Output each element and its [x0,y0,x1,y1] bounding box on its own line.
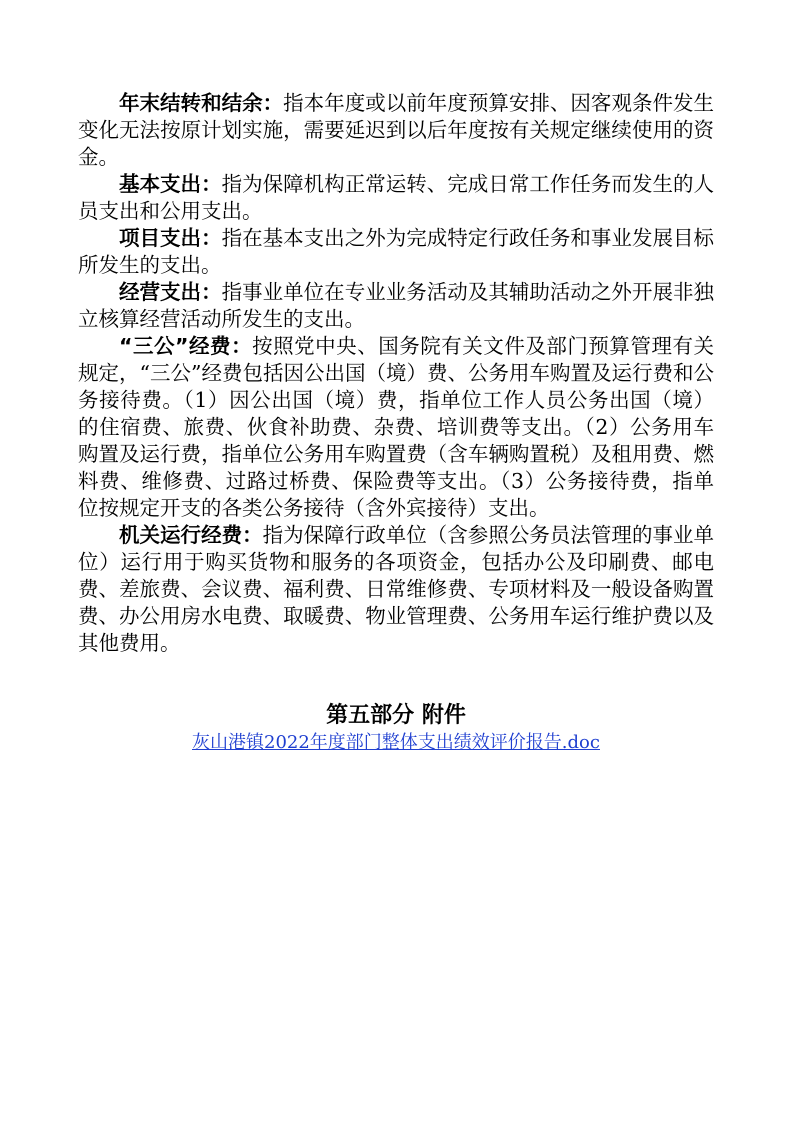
definition-three-public-funds [78,333,714,522]
attachment-link[interactable]: 灰山港镇2022年度部门整体支出绩效评价报告.doc [192,732,600,753]
definition-basic-expenditure [78,171,714,225]
definition-text: 按照党中央、国务院有关文件及部门预算管理有关规定，“三公”经费包括因公出国（境）费、公务用车购置及运行费和公务接待费。（1）因公出国（境）费，指单位工作人员公务出国（境）的住宿费、旅费、伙食补助费、杂费、培训费等支出。（2）公务用车购置及运行费，指单位公务用车购置费（含车辆购置税）及租用费、燃料费、维修费、过路过桥费、保险费等支出。（3）公务接待费，指单位按规定开支的各类公务接待（含外宾接待）支出。 [78,334,715,520]
term-three-public-funds: “三公”经费： [119,334,253,358]
term-operating-expenditure: 经营支出： [119,280,222,304]
term-basic-expenditure: 基本支出： [119,172,222,196]
definition-project-expenditure [78,225,714,279]
definition-text: 指为保障机构正常运转、完成日常工作任务而发生的人员支出和公用支出。 [78,172,715,223]
definition-text: 指为保障行政单位（含参照公务员法管理的事业单位）运行用于购买货物和服务的各项资金，包括办公及印刷费、邮电费、差旅费、会议费、福利费、日常维修费、专项材料及一般设备购置费、办公用房水电费、取暖费、物业管理费、公务用车运行维护费以及其他费用。 [78,523,714,655]
definition-carryover [78,90,714,171]
section-title: 第五部分 附件 [326,703,466,728]
definition-text: 指在基本支出之外为完成特定行政任务和事业发展目标所发生的支出。 [78,226,715,277]
term-operating-funds: 机关运行经费： [119,523,263,547]
definition-text: 指事业单位在专业业务活动及其辅助活动之外开展非独立核算经营活动所发生的支出。 [78,280,715,331]
term-carryover: 年末结转和结余： [119,91,284,115]
term-project-expenditure: 项目支出： [119,226,222,250]
document-page [78,90,714,755]
definition-operating-expenditure [78,279,714,333]
definition-text: 指本年度或以前年度预算安排、因客观条件发生变化无法按原计划实施，需要延迟到以后年度按有关规定继续使用的资金。 [78,91,715,169]
definition-operating-funds [78,522,714,657]
